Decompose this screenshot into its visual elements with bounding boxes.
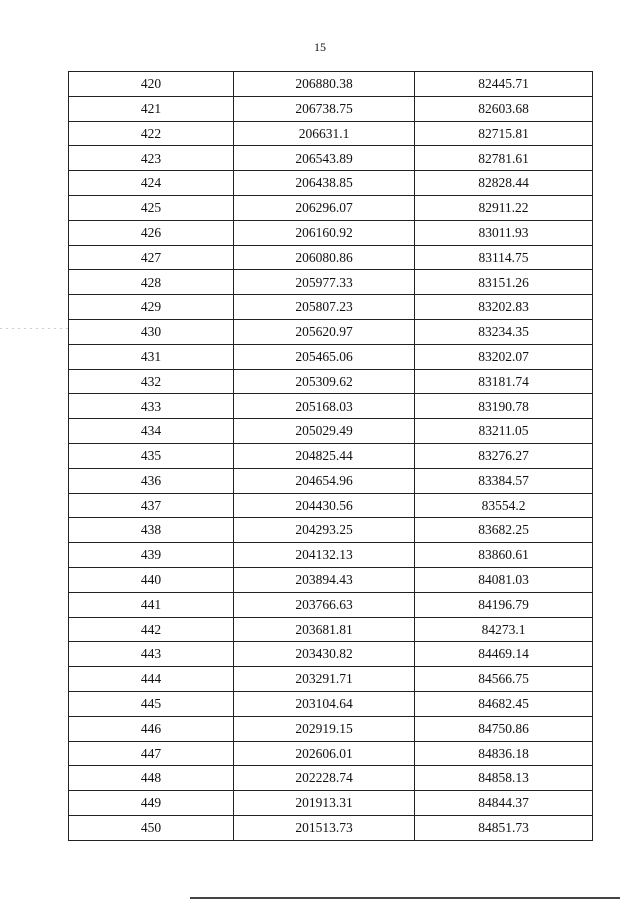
point-id-cell: 448	[69, 766, 234, 791]
y-coordinate-cell: 84858.13	[415, 766, 593, 791]
x-coordinate-cell: 204430.56	[234, 493, 415, 518]
y-coordinate-cell: 82445.71	[415, 72, 593, 97]
point-id-cell: 436	[69, 468, 234, 493]
table-row	[69, 691, 593, 716]
table-row	[69, 617, 593, 642]
y-coordinate-cell: 83860.61	[415, 543, 593, 568]
point-id-cell: 439	[69, 543, 234, 568]
table-row	[69, 468, 593, 493]
x-coordinate-cell: 202228.74	[234, 766, 415, 791]
table-row	[69, 766, 593, 791]
point-id-cell: 433	[69, 394, 234, 419]
y-coordinate-cell: 84196.79	[415, 592, 593, 617]
x-coordinate-cell: 203291.71	[234, 667, 415, 692]
x-coordinate-cell: 205620.97	[234, 319, 415, 344]
x-coordinate-cell: 206631.1	[234, 121, 415, 146]
table-row	[69, 443, 593, 468]
x-coordinate-cell: 204293.25	[234, 518, 415, 543]
point-id-cell: 445	[69, 691, 234, 716]
y-coordinate-cell: 82781.61	[415, 146, 593, 171]
table-row	[69, 543, 593, 568]
y-coordinate-cell: 83181.74	[415, 369, 593, 394]
y-coordinate-cell: 83190.78	[415, 394, 593, 419]
page-number: 15	[314, 40, 326, 54]
x-coordinate-cell: 204654.96	[234, 468, 415, 493]
point-id-cell: 435	[69, 443, 234, 468]
x-coordinate-cell: 204825.44	[234, 443, 415, 468]
coordinate-table	[68, 71, 593, 841]
x-coordinate-cell: 206880.38	[234, 72, 415, 97]
y-coordinate-cell: 84844.37	[415, 791, 593, 816]
point-id-cell: 431	[69, 344, 234, 369]
table-row	[69, 319, 593, 344]
x-coordinate-cell: 204132.13	[234, 543, 415, 568]
x-coordinate-cell: 203430.82	[234, 642, 415, 667]
x-coordinate-cell: 202919.15	[234, 716, 415, 741]
x-coordinate-cell: 205309.62	[234, 369, 415, 394]
y-coordinate-cell: 83211.05	[415, 419, 593, 444]
y-coordinate-cell: 84836.18	[415, 741, 593, 766]
x-coordinate-cell: 205977.33	[234, 270, 415, 295]
point-id-cell: 420	[69, 72, 234, 97]
table-row	[69, 344, 593, 369]
point-id-cell: 446	[69, 716, 234, 741]
x-coordinate-cell: 201913.31	[234, 791, 415, 816]
point-id-cell: 432	[69, 369, 234, 394]
point-id-cell: 447	[69, 741, 234, 766]
point-id-cell: 437	[69, 493, 234, 518]
y-coordinate-cell: 82828.44	[415, 171, 593, 196]
x-coordinate-cell: 205465.06	[234, 344, 415, 369]
y-coordinate-cell: 83682.25	[415, 518, 593, 543]
x-coordinate-cell: 206080.86	[234, 245, 415, 270]
point-id-cell: 444	[69, 667, 234, 692]
point-id-cell: 434	[69, 419, 234, 444]
point-id-cell: 423	[69, 146, 234, 171]
y-coordinate-cell: 83011.93	[415, 220, 593, 245]
table-row	[69, 419, 593, 444]
table-row	[69, 493, 593, 518]
point-id-cell: 429	[69, 295, 234, 320]
table-row	[69, 642, 593, 667]
point-id-cell: 422	[69, 121, 234, 146]
table-row	[69, 518, 593, 543]
table-row	[69, 146, 593, 171]
x-coordinate-cell: 206438.85	[234, 171, 415, 196]
y-coordinate-cell: 84566.75	[415, 667, 593, 692]
point-id-cell: 427	[69, 245, 234, 270]
x-coordinate-cell: 206543.89	[234, 146, 415, 171]
table-row	[69, 741, 593, 766]
x-coordinate-cell: 205168.03	[234, 394, 415, 419]
y-coordinate-cell: 82715.81	[415, 121, 593, 146]
scan-artifact-line	[0, 328, 70, 329]
point-id-cell: 428	[69, 270, 234, 295]
y-coordinate-cell: 84469.14	[415, 642, 593, 667]
point-id-cell: 443	[69, 642, 234, 667]
y-coordinate-cell: 83554.2	[415, 493, 593, 518]
y-coordinate-cell: 84682.45	[415, 691, 593, 716]
point-id-cell: 449	[69, 791, 234, 816]
x-coordinate-cell: 206296.07	[234, 195, 415, 220]
y-coordinate-cell: 84851.73	[415, 815, 593, 840]
point-id-cell: 424	[69, 171, 234, 196]
table-row	[69, 394, 593, 419]
table-row	[69, 295, 593, 320]
x-coordinate-cell: 205029.49	[234, 419, 415, 444]
y-coordinate-cell: 83202.07	[415, 344, 593, 369]
point-id-cell: 430	[69, 319, 234, 344]
point-id-cell: 421	[69, 96, 234, 121]
y-coordinate-cell: 83202.83	[415, 295, 593, 320]
point-id-cell: 438	[69, 518, 234, 543]
y-coordinate-cell: 83151.26	[415, 270, 593, 295]
table-row	[69, 567, 593, 592]
x-coordinate-cell: 206160.92	[234, 220, 415, 245]
table-row	[69, 815, 593, 840]
table-row	[69, 121, 593, 146]
x-coordinate-cell: 201513.73	[234, 815, 415, 840]
table-row	[69, 72, 593, 97]
x-coordinate-cell: 206738.75	[234, 96, 415, 121]
table-row	[69, 171, 593, 196]
table-row	[69, 270, 593, 295]
point-id-cell: 441	[69, 592, 234, 617]
point-id-cell: 426	[69, 220, 234, 245]
y-coordinate-cell: 83114.75	[415, 245, 593, 270]
x-coordinate-cell: 203104.64	[234, 691, 415, 716]
point-id-cell: 440	[69, 567, 234, 592]
table-row	[69, 245, 593, 270]
x-coordinate-cell: 202606.01	[234, 741, 415, 766]
y-coordinate-cell: 82911.22	[415, 195, 593, 220]
point-id-cell: 450	[69, 815, 234, 840]
table-row	[69, 96, 593, 121]
y-coordinate-cell: 83384.57	[415, 468, 593, 493]
table-body	[69, 72, 593, 841]
point-id-cell: 425	[69, 195, 234, 220]
table-row	[69, 592, 593, 617]
x-coordinate-cell: 203894.43	[234, 567, 415, 592]
table-row	[69, 791, 593, 816]
table-row	[69, 369, 593, 394]
table-row	[69, 716, 593, 741]
y-coordinate-cell: 84750.86	[415, 716, 593, 741]
x-coordinate-cell: 205807.23	[234, 295, 415, 320]
point-id-cell: 442	[69, 617, 234, 642]
x-coordinate-cell: 203681.81	[234, 617, 415, 642]
x-coordinate-cell: 203766.63	[234, 592, 415, 617]
y-coordinate-cell: 84273.1	[415, 617, 593, 642]
y-coordinate-cell: 83276.27	[415, 443, 593, 468]
y-coordinate-cell: 83234.35	[415, 319, 593, 344]
table-row	[69, 220, 593, 245]
y-coordinate-cell: 82603.68	[415, 96, 593, 121]
bottom-rule	[190, 897, 620, 899]
y-coordinate-cell: 84081.03	[415, 567, 593, 592]
table-row	[69, 195, 593, 220]
table-row	[69, 667, 593, 692]
